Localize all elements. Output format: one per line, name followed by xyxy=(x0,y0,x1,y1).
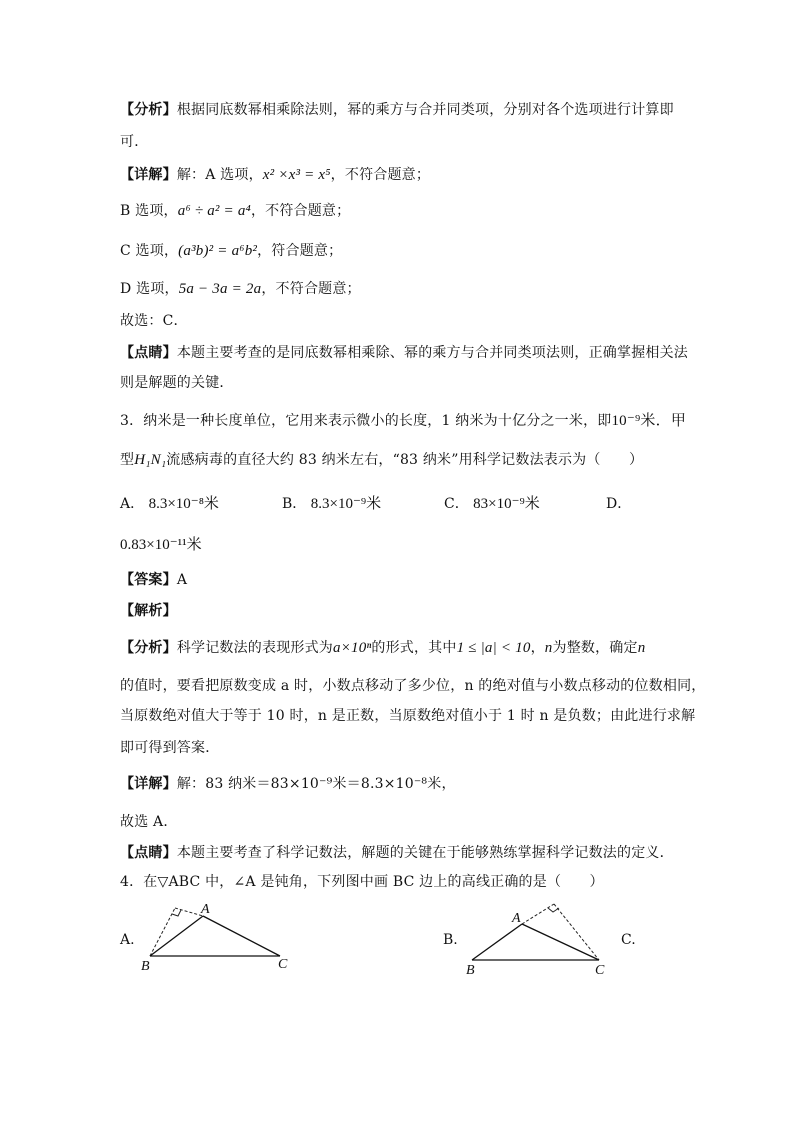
q3-option-a-value: 8.3×10⁻⁸米 xyxy=(148,496,219,512)
q3-analysis-expr-2: 1 ≤ |a| < 10 xyxy=(456,640,531,656)
analysis-paragraph-line-1 xyxy=(120,100,674,120)
detail-lead-c: C 选项， xyxy=(120,243,179,259)
detail-line-c xyxy=(120,241,342,261)
q3-option-d-value-line xyxy=(120,535,202,555)
q3-analysis-line-3: 当原数绝对值大于等于 10 时，n 是正数，当原数绝对值小于 1 时 n 是负数；由此进行求解 xyxy=(120,708,696,724)
expr-option-d: 5a − 3a = 2a xyxy=(178,281,262,297)
detail-line-b xyxy=(120,201,350,221)
analysis-text: 根据同底数幂相乘除法则，幂的乘方与合并同类项，分别对各个选项进行计算即 xyxy=(176,102,674,118)
q3-analysis-n: n xyxy=(544,640,553,656)
vertex-b-label: B xyxy=(141,959,150,974)
expr-option-a: x² ×x³ = x⁵ xyxy=(262,167,331,183)
choose-line-1: 故选：C． xyxy=(120,313,188,329)
q3-option-a xyxy=(120,494,219,514)
q3-choose-line: 故选 A． xyxy=(120,814,178,830)
q3-answer-tag: 【答案】 xyxy=(120,572,177,588)
q3-tip-text: 本题主要考查了科学记数法，解题的关键在于能够熟练掌握科学记数法的定义． xyxy=(176,845,674,861)
vertex-a-label: A xyxy=(512,911,521,926)
tip-tag: 【点睛】 xyxy=(120,345,177,361)
q3-stem-d: 流感病毒的直径大约 83 纳米左右，“83 纳米”用科学记数法表示为（ ） xyxy=(166,452,644,468)
q3-option-b-label: B． xyxy=(282,496,307,512)
q3-analysis-1a: 科学记数法的表现形式为 xyxy=(176,640,334,656)
q3-analysis-tag: 【分析】 xyxy=(120,640,177,656)
q3-tip-line xyxy=(120,843,674,863)
q3-stem-c: 型 xyxy=(120,452,135,468)
q4-option-a-label: A. xyxy=(120,932,135,948)
q3-stem-line-2 xyxy=(120,450,643,470)
expr-option-b: a⁶ ÷ a² = a⁴ xyxy=(177,203,251,219)
expr-option-c: (a³b)² = a⁶b² xyxy=(178,243,258,259)
detail-tag: 【详解】 xyxy=(120,167,177,183)
q3-option-c-value: 83×10⁻⁹米 xyxy=(473,496,540,512)
side-ac xyxy=(522,924,599,960)
detail-line-a xyxy=(120,165,430,185)
detail-tail-c: ，符合题意； xyxy=(257,243,343,259)
side-ac xyxy=(203,916,280,956)
q3-stem-a: 3．纳米是一种长度单位，它用来表示微小的长度，1 纳米为十亿分之一米，即 xyxy=(120,413,612,429)
extension-dashed-line xyxy=(522,904,554,924)
q3-analysis-1d: 为整数，确定 xyxy=(552,640,638,656)
triangle-figure-b xyxy=(462,898,612,978)
altitude-dashed-line xyxy=(554,904,599,960)
q3-analysis-n2: n xyxy=(637,640,646,656)
detail-tail-a: ，不符合题意； xyxy=(330,167,431,183)
q3-option-b xyxy=(282,494,381,514)
right-angle-marker xyxy=(548,908,559,912)
detail-tail-d: ，不符合题意； xyxy=(261,281,361,297)
altitude-dashed-line xyxy=(150,908,175,956)
q3-virus-expr: H₁N₁ xyxy=(134,452,167,468)
q3-analysis-1c: ， xyxy=(530,640,545,656)
q3-stem-expr: 10⁻⁹米．甲 xyxy=(611,413,687,429)
q3-analysis-line-1 xyxy=(120,638,645,658)
q3-option-d-value: 0.83×10⁻¹¹米 xyxy=(120,537,202,553)
side-ab xyxy=(472,924,522,960)
q3-answer-line xyxy=(120,570,187,590)
q4-stem: 4．在▽ABC 中，∠A 是钝角，下列图中画 BC 边上的高线正确的是（ ） xyxy=(120,874,604,890)
vertex-b-label: B xyxy=(466,963,475,978)
tip-text-1: 本题主要考查的是同底数幂相乘除、幂的乘方与合并同类项法则，正确掌握相关法 xyxy=(176,345,689,361)
detail-line-d xyxy=(120,279,361,299)
analysis-paragraph-line-2: 可． xyxy=(120,134,149,150)
q3-option-a-label: A． xyxy=(120,496,145,512)
q4-option-c-label: C. xyxy=(621,932,636,948)
analysis-tag: 【分析】 xyxy=(120,102,177,118)
vertex-c-label: C xyxy=(595,963,605,978)
tip-line-1 xyxy=(120,343,688,363)
q3-analysis-1b: 的形式，其中 xyxy=(371,640,457,656)
q4-figure-a xyxy=(135,900,305,975)
q4-option-b-label: B. xyxy=(443,932,458,948)
q3-analysis-line-2: 的值时，要看把原数变成 a 时，小数点移动了多少位，n 的绝对值与小数点移动的位数相同， xyxy=(120,678,706,694)
q3-detail-line xyxy=(120,774,456,794)
q3-tip-tag: 【点睛】 xyxy=(120,845,177,861)
detail-lead-b: B 选项， xyxy=(120,203,178,219)
q3-analysis-line-4: 即可得到答案． xyxy=(120,740,220,756)
q3-stem-line-1 xyxy=(120,411,686,431)
altitude-foot-dashed-line xyxy=(175,908,203,916)
q3-detail-tag: 【详解】 xyxy=(120,776,177,792)
q3-option-d-label: D． xyxy=(606,496,632,512)
vertex-a-label: A xyxy=(201,902,210,917)
q3-jiexi-heading: 【解析】 xyxy=(120,603,177,619)
q3-option-b-value: 8.3×10⁻⁹米 xyxy=(310,496,382,512)
q3-answer-value: A xyxy=(176,572,188,588)
q3-analysis-expr-1: a×10ⁿ xyxy=(333,640,372,656)
q3-option-d xyxy=(606,494,631,514)
q3-option-c-label: C． xyxy=(444,496,469,512)
detail-tail-b: ，不符合题意； xyxy=(250,203,351,219)
vertex-c-label: C xyxy=(278,957,288,972)
tip-line-2: 则是解题的关键． xyxy=(120,375,234,391)
q4-figure-b xyxy=(462,898,612,978)
detail-lead: 解：A 选项， xyxy=(176,167,263,183)
detail-lead-d: D 选项， xyxy=(120,281,179,297)
q3-detail-text: 解：83 纳米＝83×10⁻⁹米＝8.3×10⁻⁸米， xyxy=(176,776,456,792)
q3-option-c xyxy=(444,494,540,514)
side-ab xyxy=(150,916,203,956)
triangle-figure-a xyxy=(135,900,305,975)
